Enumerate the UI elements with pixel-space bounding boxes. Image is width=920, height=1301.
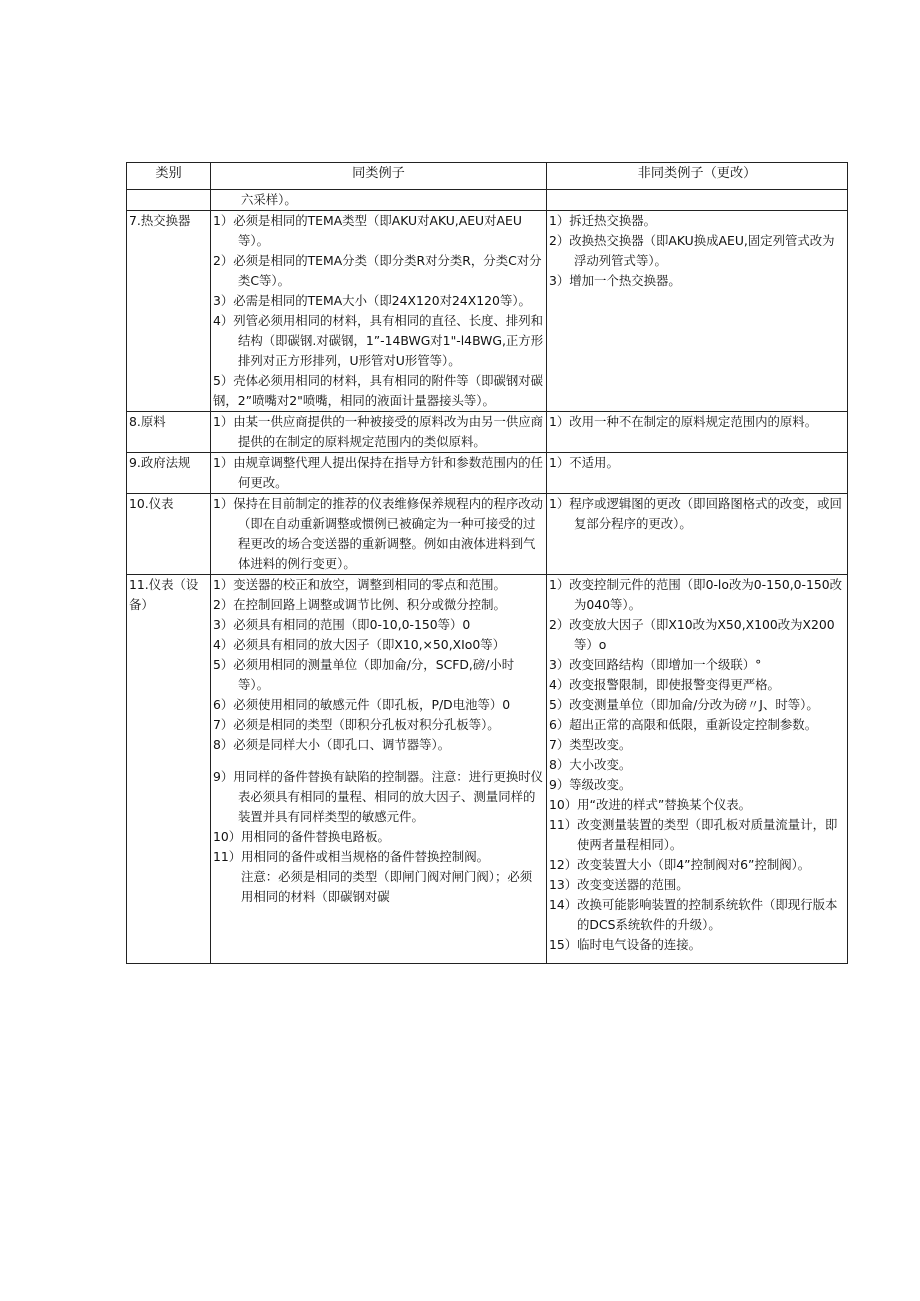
list-item: 1）由规章调整代理人提出保持在指导方针和参数范围内的任何更改。 xyxy=(213,455,544,490)
list-item: 4）必须具有相同的放大因子（即X10,×50,XIo0等） xyxy=(213,637,506,652)
list-item: 9）等级改变。 xyxy=(549,777,632,792)
table-row xyxy=(127,190,848,211)
list-item: 3）必需是相同的TEMA大小（即24X120对24X120等）。 xyxy=(213,293,531,308)
list-item: 3）改变回路结构（即增加一个级联）° xyxy=(549,657,762,672)
different-examples-cell xyxy=(547,211,848,412)
category-cell: 11.仪表（设备） xyxy=(127,575,211,964)
list-item: 11）改变测量装置的类型（即孔板对质量流量计，即使两者量程相同）。 xyxy=(549,817,838,852)
list-item: 12）改变装置大小（即4”控制阀对6”控制阀）。 xyxy=(549,857,811,872)
list-item: 4）改变报警限制，即使报警变得更严格。 xyxy=(549,677,780,692)
header-same-examples: 同类例子 xyxy=(211,163,547,190)
list-item: 注意：必须是相同的类型（即闸门阀对闸门阀）；必须用相同的材料（即碳钢对碳 xyxy=(241,869,533,904)
header-different-examples: 非同类例子（更改） xyxy=(547,163,848,190)
list-item: 1）由某一供应商提供的一种被接受的原料改为由另一供应商提供的在制定的原料规定范围内的类似原料。 xyxy=(213,414,544,449)
list-item: 15）临时电气设备的连接。 xyxy=(549,937,702,952)
category-cell: 8.原料 xyxy=(127,412,211,453)
list-item: 1）拆迁热交换器。 xyxy=(549,213,657,228)
list-item: 8）大小改变。 xyxy=(549,757,632,772)
list-item: 六采样）。 xyxy=(241,192,297,207)
category-cell: 7.热交换器 xyxy=(127,211,211,412)
table-header-row xyxy=(127,163,848,190)
list-item: 1）程序或逻辑图的更改（即回路图格式的改变，或回复部分程序的更改）。 xyxy=(549,496,842,531)
list-item: 2）必须是相同的TEMA分类（即分类R对分类R，分类C对分类C等）。 xyxy=(213,253,542,288)
list-item: 2）改换热交换器（即AKU换成AEU,固定列管式改为浮动列管式等）。 xyxy=(549,233,835,268)
list-item: 6）超出正常的高限和低限，重新设定控制参数。 xyxy=(549,717,818,732)
same-examples-cell xyxy=(211,412,547,453)
list-item: 1）必须是相同的TEMA类型（即AKU对AKU,AEU对AEU等）。 xyxy=(213,213,522,248)
list-item: 9）用同样的备件替换有缺陷的控制器。注意：进行更换时仪表必须具有相同的量程、相同的放大因子、测量同样的装置并具有同样类型的敏感元件。 xyxy=(213,769,544,824)
list-item: 10）用“改进的样式”替换某个仪表。 xyxy=(549,797,752,812)
list-item: 11）用相同的备件或相当规格的备件替换控制阀。 xyxy=(213,849,489,864)
same-examples-cell xyxy=(211,453,547,494)
table-row xyxy=(127,211,848,412)
list-item: 8）必须是同样大小（即孔口、调节器等）。 xyxy=(213,737,451,752)
list-item: 4）列管必须用相同的材料，具有相同的直径、长度、排列和结构（即碳钢.对碳钢，1”-14BWG对1"-l4BWG,正方形排列对正方形排列，U形管对U形管等）。 xyxy=(213,313,544,368)
different-examples-cell xyxy=(547,575,848,964)
different-examples-cell xyxy=(547,453,848,494)
category-cell: 10.仪表 xyxy=(127,494,211,575)
list-item: 5）壳体必须用相同的材料，具有相同的附件等（即碳钢对碳钢，2”喷嘴对2"喷嘴，相同的液面计量器接头等）。 xyxy=(213,373,544,408)
list-item: 1）保持在目前制定的推荐的仪表维修保养规程内的程序改动（即在自动重新调整或惯例已被确定为一种可接受的过程更改的场合变送器的重新调整。例如由液体进料到气体进料的例行变更）。 xyxy=(213,496,544,571)
different-examples-cell xyxy=(547,412,848,453)
table-row xyxy=(127,453,848,494)
table-row xyxy=(127,494,848,575)
list-item: 7）必须是相同的类型（即积分孔板对积分孔板等）。 xyxy=(213,717,500,732)
list-item: 1）改变控制元件的范围（即0-lo改为0-150,0-150改为040等）。 xyxy=(549,577,843,612)
list-item: 13）改变变送器的范围。 xyxy=(549,877,689,892)
list-item: 14）改换可能影响装置的控制系统软件（即现行版本的DCS系统软件的升级）。 xyxy=(549,897,838,932)
list-item: 6）必须使用相同的敏感元件（即孔板，P/D电池等）0 xyxy=(213,697,511,712)
list-item: 5）改变测量单位（即加侖/分改为磅〃J、时等）。 xyxy=(549,697,819,712)
change-examples-table xyxy=(126,162,848,964)
same-examples-cell xyxy=(211,575,547,964)
list-item: 1）变送器的校正和放空，调整到相同的零点和范围。 xyxy=(213,577,506,592)
table-row xyxy=(127,412,848,453)
same-examples-cell xyxy=(211,190,547,211)
list-item: 3）必须具有相同的范围（即0-10,0-150等）0 xyxy=(213,617,471,632)
table-row xyxy=(127,575,848,964)
different-examples-cell xyxy=(547,494,848,575)
same-examples-cell xyxy=(211,494,547,575)
same-examples-cell xyxy=(211,211,547,412)
list-item: 3）增加一个热交换器。 xyxy=(549,273,681,288)
category-cell: 9.政府法规 xyxy=(127,453,211,494)
different-examples-cell xyxy=(547,190,848,211)
list-item: 7）类型改变。 xyxy=(549,737,632,752)
category-cell xyxy=(127,190,211,211)
list-item: 2）在控制回路上调整或调节比例、积分或微分控制。 xyxy=(213,597,506,612)
list-item: 1）不适用。 xyxy=(549,455,619,470)
list-item: 1）改用一种不在制定的原料规定范围内的原料。 xyxy=(549,414,818,429)
list-item: 2）改变放大因子（即X10改为X50,X100改为X200等）o xyxy=(549,617,835,652)
header-category: 类别 xyxy=(127,163,211,190)
list-item: 5）必须用相同的测量单位（即加侖/分，SCFD,磅/小时等）。 xyxy=(213,657,515,692)
list-item: 10）用相同的备件替换电路板。 xyxy=(213,829,390,844)
